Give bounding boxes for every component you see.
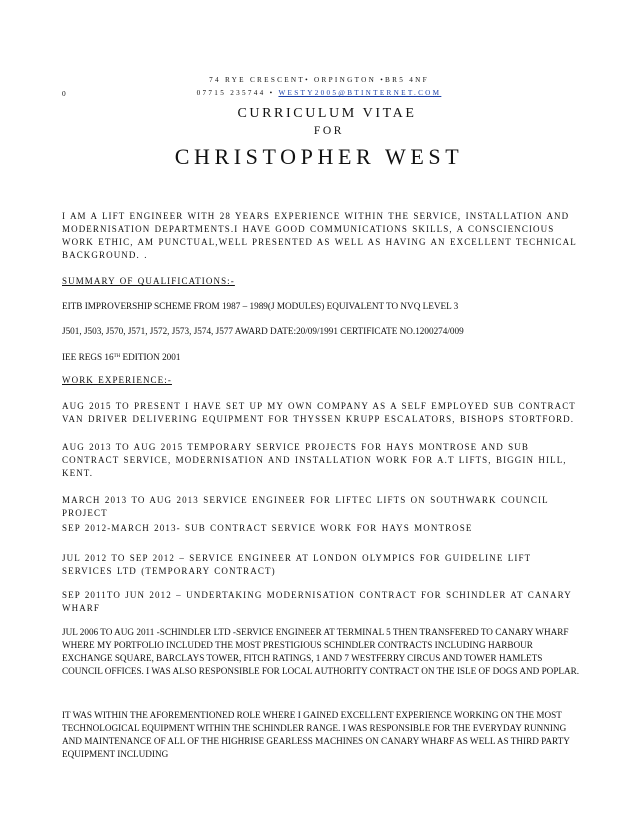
bullet-separator: • — [265, 89, 279, 97]
email-link[interactable]: WESTY2005@BTINTERNET.COM — [278, 89, 442, 97]
for-label: FOR — [313, 125, 345, 137]
experience-entry: AUG 2015 TO PRESENT I HAVE SET UP MY OWN COMPANY AS A SELF EMPLOYED SUB CONTRACT VAN DRIVER DELIVERING EQUIPMENT FOR THYSSEN KRUPP ESCALATORS, BISHOPS STORTFORD. — [62, 401, 576, 424]
experience-entry: SEP 2011TO JUN 2012 – UNDERTAKING MODERNISATION CONTRACT FOR SCHINDLER AT CANARY WHARF — [62, 590, 572, 613]
qualification-eitb: EITB IMPROVERSHIP SCHEME FROM 1987 – 1989(J MODULES) EQUIVALENT TO NVQ LEVEL 3 — [62, 301, 459, 311]
contact-line — [0, 89, 638, 97]
experience-heading: WORK EXPERIENCE:- — [62, 375, 172, 385]
phone-number: 07715 235744 — [196, 89, 266, 97]
candidate-name: CHRISTOPHER WEST — [174, 144, 464, 169]
qualification-iee — [62, 350, 582, 364]
qualification-award: J501, J503, J570, J571, J572, J573, J574, J577 AWARD DATE:20/09/1991 CERTIFICATE NO.1200274/009 — [62, 326, 464, 336]
experience-entry: AUG 2013 TO AUG 2015 TEMPORARY SERVICE PROJECTS FOR HAYS MONTROSE AND SUB CONTRACT SERVICE, MODERNISATION AND INSTALLATION WORK FOR A.T LIFTS, BIGGIN HILL, KENT. — [62, 442, 567, 478]
qualifications-heading: SUMMARY OF QUALIFICATIONS:- — [62, 276, 235, 286]
experience-entry: MARCH 2013 TO AUG 2013 SERVICE ENGINEER FOR LIFTEC LIFTS ON SOUTHWARK COUNCIL PROJECT — [62, 495, 549, 518]
iee-suffix: EDITION 2001 — [120, 352, 181, 362]
profile-paragraph: I AM A LIFT ENGINEER WITH 28 YEARS EXPERIENCE WITHIN THE SERVICE, INSTALLATION AND MODERNISATION DEPARTMENTS.I HAVE GOOD COMMUNICATIONS SKILLS, A CONSCIENCIOUS WORK ETHIC, AM PUNCTUAL,WELL PRESENTED AS WELL AS HAVING AN EXCELLENT TECHNICAL BACKGROUND. . — [62, 211, 577, 260]
iee-prefix: IEE REGS 16 — [62, 352, 114, 362]
cv-title: CURRICULUM VITAE — [237, 106, 417, 121]
address-line: 74 RYE CRESCENT• ORPINGTON •BR5 4NF — [209, 76, 429, 84]
experience-entry: IT WAS WITHIN THE AFOREMENTIONED ROLE WHERE I GAINED EXCELLENT EXPERIENCE WORKING ON THE MOST TECHNOLOGICAL EQUIPMENT WITHIN THE SCHINDLER RANGE. I WAS RESPONSIBLE FOR THE EVERYDAY RUNNING AND MAINTENANCE OF ALL OF THE HIGHRISE GEARLESS MACHINES ON CANARY WHARF AS WELL AS THIRD PARTY EQUIPMENT INCLUDING — [62, 710, 570, 759]
iee-superscript: TH — [113, 354, 121, 359]
experience-entry: JUL 2012 TO SEP 2012 – SERVICE ENGINEER AT LONDON OLYMPICS FOR GUIDELINE LIFT SERVICES LTD (TEMPORARY CONTRACT) — [62, 553, 532, 576]
left-marker: 0 — [62, 89, 66, 98]
experience-entry: SEP 2012-MARCH 2013- SUB CONTRACT SERVICE WORK FOR HAYS MONTROSE — [62, 523, 473, 533]
experience-entry: JUL 2006 TO AUG 2011 -SCHINDLER LTD -SERVICE ENGINEER AT TERMINAL 5 THEN TRANSFERED TO CANARY WHARF WHERE MY PORTFOLIO INCLUDED THE MOST PRESTIGIOUS SCHINDLER CONTRACTS INCLUDING HARBOUR EXCHANGE SQUARE, BARCLAYS TOWER, FITCH RATINGS, 1 AND 7 WESTFERRY CIRCUS AND TOWER HAMLETS COUNCIL OFFICES. I WAS ALSO RESPONSIBLE FOR LOCAL AUTHORITY CONTRACT ON THE ISLE OF DOGS AND POPLAR. — [62, 627, 580, 676]
